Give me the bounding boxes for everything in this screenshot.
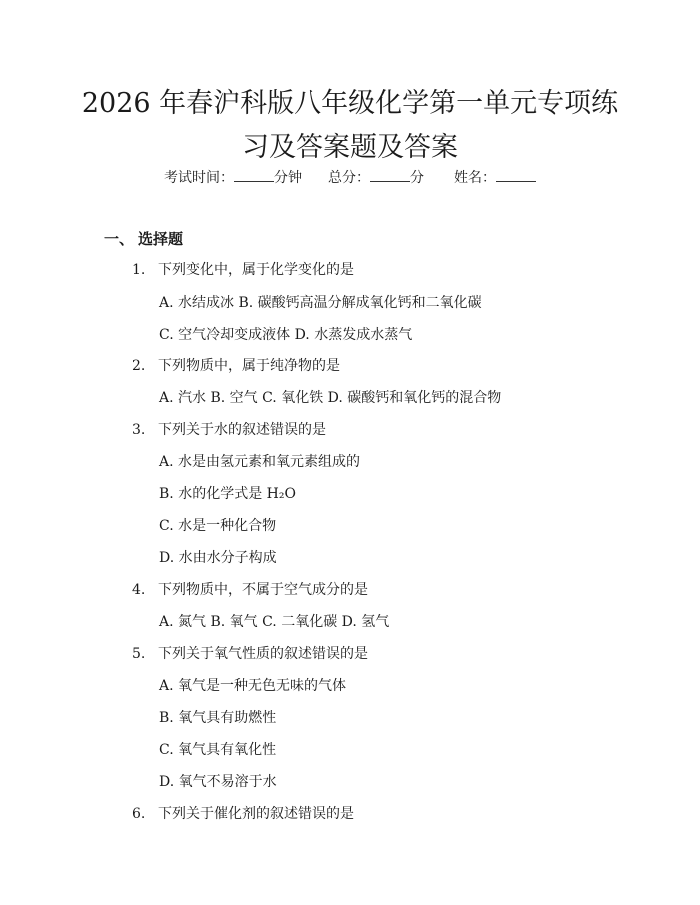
question-5-option-b: B. 氧气具有助燃性 — [159, 710, 277, 726]
question-2-options-line-1: A. 汽水 B. 空气 C. 氧化铁 D. 碳酸钙和氧化钙的混合物 — [159, 390, 502, 406]
question-4-options-line-1: A. 氮气 B. 氧气 C. 二氧化碳 D. 氢气 — [159, 614, 390, 630]
question-number: 3. — [132, 422, 146, 438]
question-3-option-d: D. 水由水分子构成 — [159, 550, 277, 566]
question-text: 下列关于催化剂的叙述错误的是 — [158, 806, 354, 822]
exam-time-field — [164, 167, 302, 188]
total-score-blank[interactable] — [370, 167, 410, 182]
question-number: 4. — [132, 582, 146, 598]
question-text: 下列物质中，不属于空气成分的是 — [158, 582, 368, 598]
name-label: 姓名： — [454, 170, 496, 186]
question-1-options-line-1: A. 水结成冰 B. 碳酸钙高温分解成氧化钙和二氧化碳 — [159, 295, 482, 311]
title-line-2: 习及答案题及答案 — [242, 132, 458, 163]
question-number: 6. — [132, 806, 146, 822]
total-score-field — [328, 167, 424, 188]
page-title — [0, 82, 700, 170]
exam-time-blank[interactable] — [234, 167, 274, 182]
question-text: 下列变化中，属于化学变化的是 — [158, 262, 354, 278]
question-3-option-a: A. 水是由氢元素和氧元素组成的 — [159, 454, 361, 470]
section-title: 选择题 — [138, 230, 184, 248]
question-5-option-a: A. 氧气是一种无色无味的气体 — [159, 678, 347, 694]
question-5-option-d: D. 氧气不易溶于水 — [159, 774, 277, 790]
total-score-label: 总分： — [328, 170, 370, 186]
question-text: 下列关于氧气性质的叙述错误的是 — [158, 646, 368, 662]
name-blank[interactable] — [496, 167, 536, 182]
name-field — [454, 167, 536, 188]
exam-time-label: 考试时间： — [164, 170, 234, 186]
title-line-1: 2026 年春沪科版八年级化学第一单元专项练 — [81, 88, 619, 119]
total-score-unit: 分 — [410, 170, 424, 186]
question-number: 1. — [132, 262, 146, 278]
question-number: 5. — [132, 646, 146, 662]
question-3-option-c: C. 水是一种化合物 — [159, 518, 277, 534]
question-text: 下列物质中，属于纯净物的是 — [158, 358, 340, 374]
section-number: 一、 — [104, 230, 135, 248]
question-5-option-c: C. 氧气具有氧化性 — [159, 742, 277, 758]
question-1-options-line-2: C. 空气冷却变成液体 D. 水蒸发成水蒸气 — [159, 327, 413, 343]
question-3-option-b: B. 水的化学式是 H₂O — [159, 486, 296, 502]
exam-time-unit: 分钟 — [274, 170, 302, 186]
section-heading — [104, 228, 183, 250]
question-text: 下列关于水的叙述错误的是 — [158, 422, 326, 438]
question-number: 2. — [132, 358, 146, 374]
